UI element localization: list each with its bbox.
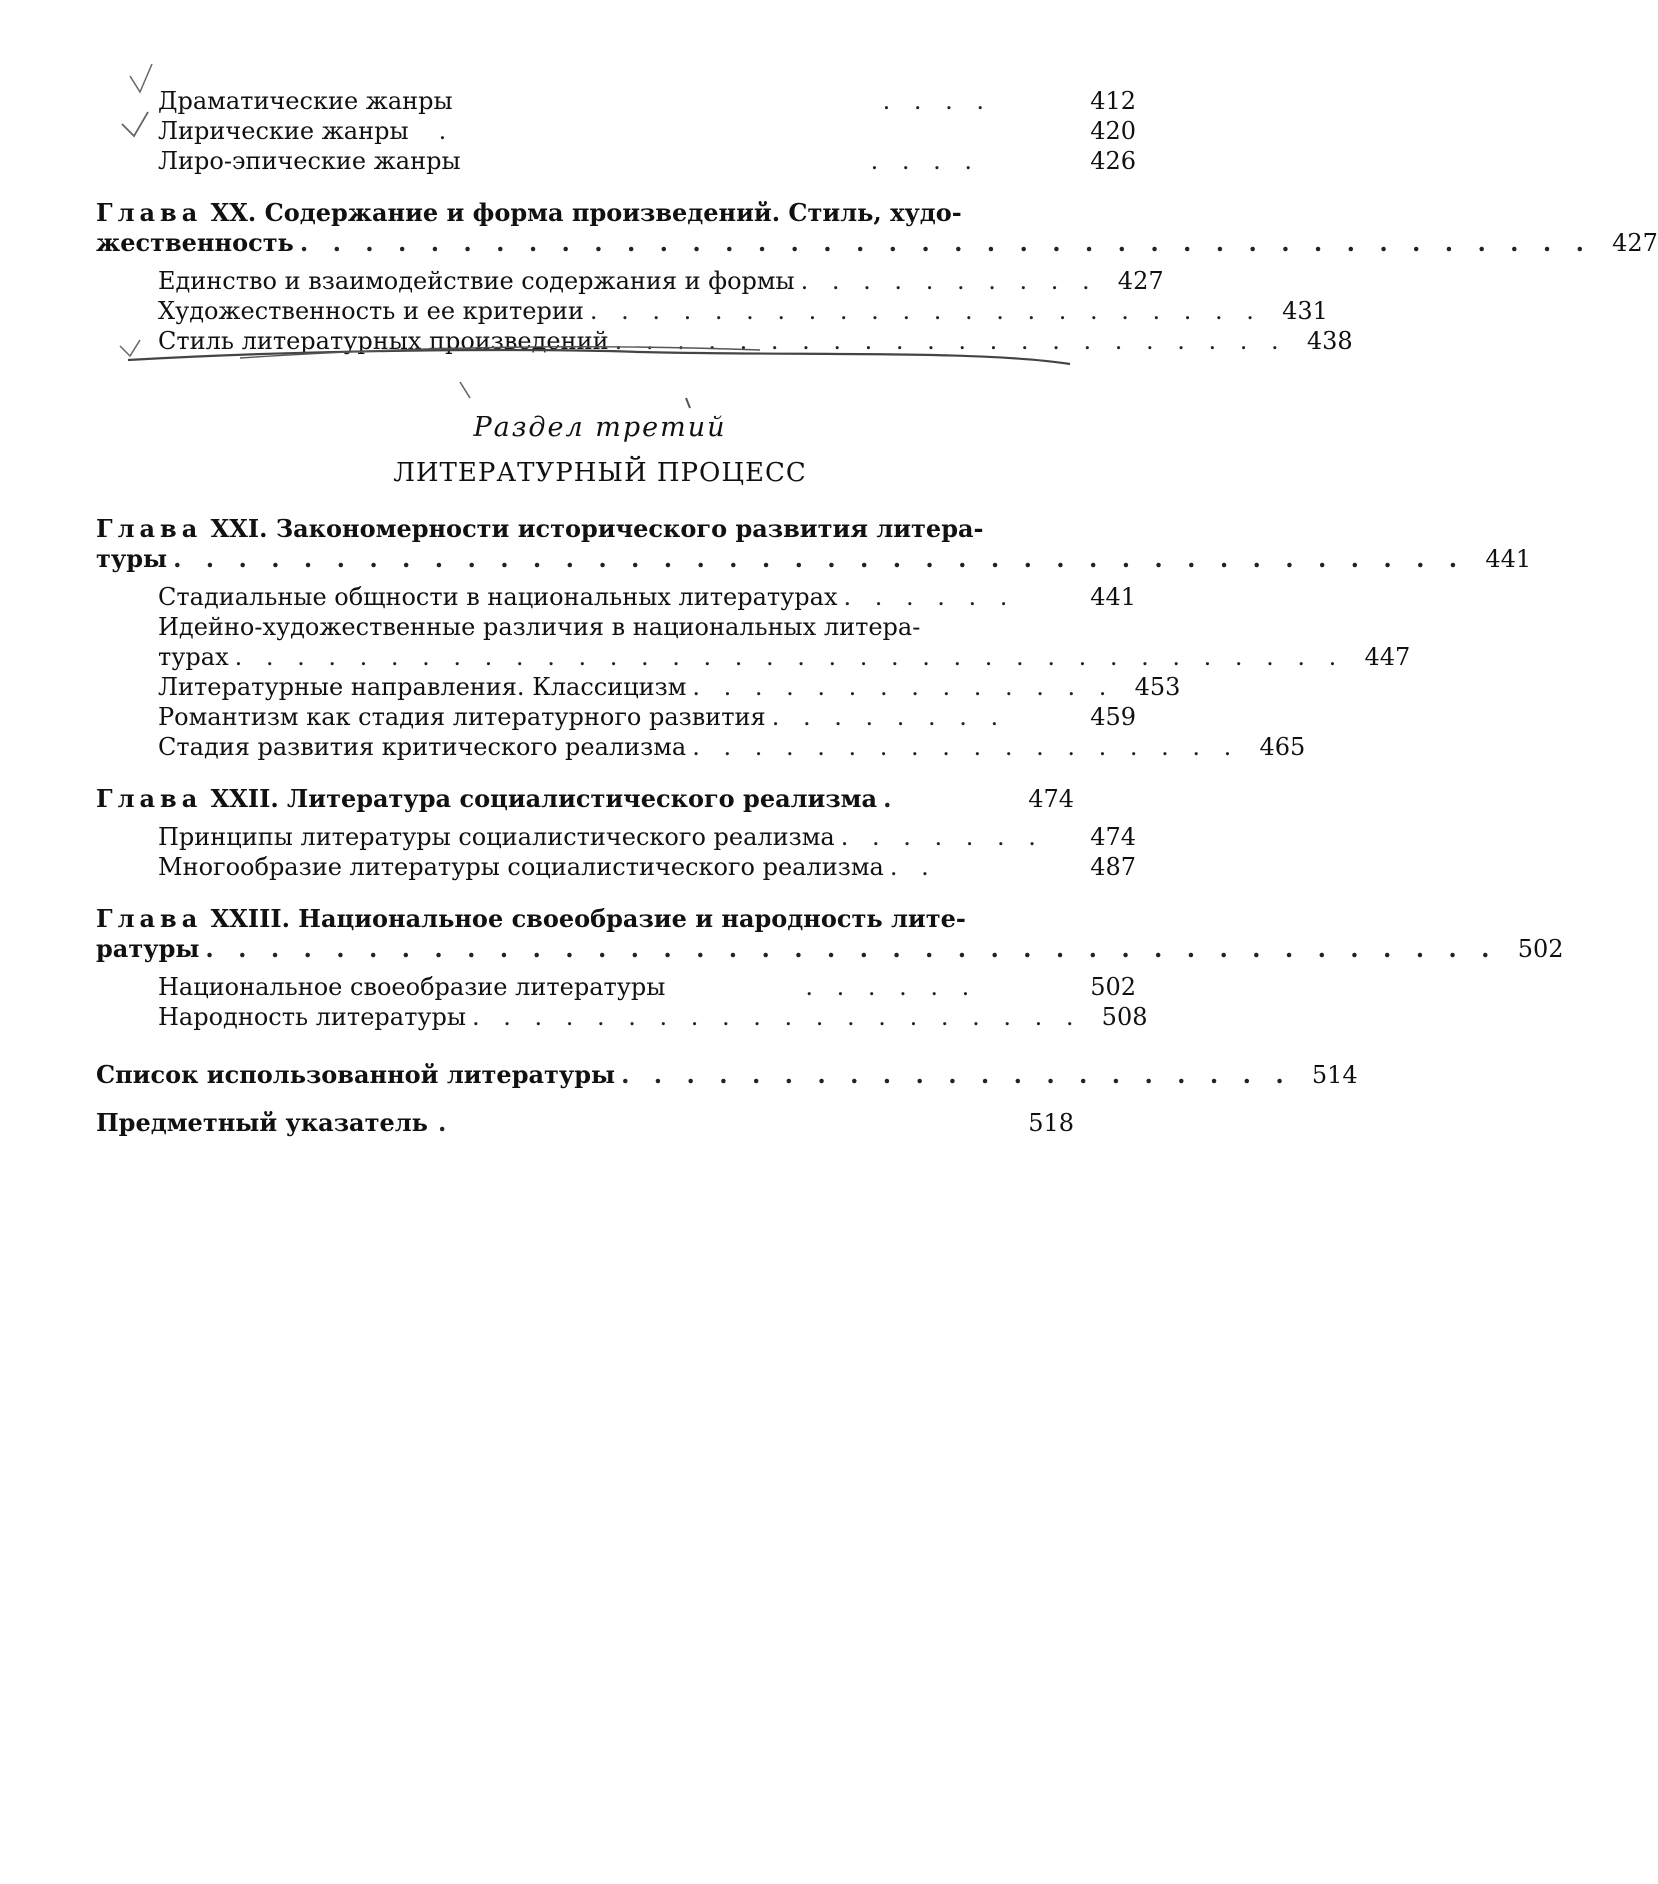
chapter-title-line — [96, 932, 1564, 966]
toc-backmatter — [96, 1058, 1358, 1092]
chapter-prefix: Глава — [96, 904, 203, 933]
section-label: Раздел третий — [473, 412, 727, 443]
chapter-page: 427 — [1612, 229, 1658, 257]
toc-entry — [96, 84, 1136, 118]
toc-entry — [96, 640, 1411, 674]
pencil-tick-icon — [460, 382, 470, 398]
toc-entry — [96, 730, 1306, 764]
leader-dots: . . . . . . . . . . . . . . — [692, 673, 1115, 701]
entry-page: 431 — [1282, 297, 1328, 325]
chapter-title-cont: жественность — [96, 228, 294, 257]
leader-dots: . . . . . . . . . . . . . . . . . . . . . — [621, 1060, 1292, 1089]
leader-dots: . . . . . . . . . . . . . . . . . . . . . . . . . . . . . . . . . . . . . . . . — [299, 228, 1592, 257]
entry-label: Лирические жанры — [158, 117, 409, 145]
chapter-prefix: Глава — [96, 514, 203, 543]
leader-dots: . . . . . . . . . . . . . . . . . . — [692, 733, 1240, 761]
entry-page: 459 — [1090, 703, 1136, 731]
chapter-title: XXI. Закономерности исторического развития литера- — [210, 514, 984, 543]
entry-page: 487 — [1090, 853, 1136, 881]
leader-dots: . . . . . . . . . . . . . . . . . . . . . . . . . . . . . . . . . . . . . . . . — [205, 934, 1498, 963]
entry-label: Драматические жанры — [158, 87, 453, 115]
entry-page: 412 — [1090, 87, 1136, 115]
leader-dots: . . . . . . . . . . . . . . . . . . . . . . — [614, 327, 1287, 355]
leader-dots: . . . . . . . . . . . . . . . . . . . . . . . . . . . . . . . . . . . . . . . . — [173, 544, 1466, 573]
leader-dots: . . . . — [882, 87, 993, 115]
entry-label: Литературные направления. Классицизм — [158, 673, 687, 701]
leader-dots: . . . . . . — [805, 973, 978, 1001]
entry-label: Стадия развития критического реализма — [158, 733, 687, 761]
leader-dots: . — [883, 784, 900, 813]
chapter-title-line — [96, 542, 1532, 576]
toc-entry — [96, 114, 1136, 148]
entry-page: 502 — [1090, 973, 1136, 1001]
toc-entry — [96, 700, 1136, 734]
chapter-title-line — [96, 512, 1074, 546]
chapter-page: 441 — [1485, 545, 1532, 573]
leader-dots: . . . . . . . . . . . . . . . . . . . . . . . . . . . . . . . . . . . . — [234, 643, 1345, 671]
entry-page: 465 — [1259, 733, 1306, 761]
leader-dots: . . . . . . . . . . . . . . . . . . . . — [471, 1003, 1082, 1031]
chapter-title-line — [96, 226, 1658, 260]
leader-dots: . . . . — [870, 147, 980, 175]
toc-entry — [96, 144, 1136, 178]
chapter-prefix: Глава — [96, 784, 203, 813]
leader-dots: . . — [889, 853, 937, 881]
entry-page: 426 — [1090, 147, 1136, 175]
chapter-title: XXIII. Национальное своеобразие и народность лите- — [210, 904, 966, 933]
backmatter-label: Список использованной литературы — [96, 1060, 616, 1089]
toc-entry — [96, 850, 1136, 884]
chapter-page: 474 — [1028, 785, 1074, 813]
leader-dots: . . . . . . . . . . — [800, 267, 1098, 295]
chapter-title-line — [96, 902, 1074, 936]
backmatter-page: 518 — [1028, 1109, 1074, 1137]
entry-page: 447 — [1364, 643, 1411, 671]
entry-label: Единство и взаимодействие содержания и формы — [158, 267, 795, 295]
entry-label: Многообразие литературы социалистического реализма — [158, 853, 884, 881]
toc-entry — [96, 294, 1328, 328]
entry-page: 453 — [1134, 673, 1181, 701]
toc-entry — [96, 264, 1164, 298]
entry-label: Народность литературы — [158, 1003, 466, 1031]
leader-dots: . . . . . . — [843, 583, 1016, 611]
entry-label: турах — [158, 643, 229, 671]
entry-label: Стиль литературных произведений — [158, 327, 609, 355]
entry-label: Романтизм как стадия литературного развития — [158, 703, 766, 731]
chapter-title: XXII. Литература социалистического реализма — [210, 784, 878, 813]
toc-entry — [96, 580, 1136, 614]
chapter-title-cont: ратуры — [96, 934, 200, 963]
entry-label: Принципы литературы социалистического реализма — [158, 823, 835, 851]
toc-entry — [96, 610, 1136, 644]
entry-label: Лиро-эпические жанры — [158, 147, 461, 175]
toc-entry — [96, 324, 1353, 358]
chapter-title: XX. Содержание и форма произведений. Стиль, худо- — [210, 198, 962, 227]
entry-page: 508 — [1101, 1003, 1148, 1031]
toc-entry — [96, 670, 1181, 704]
toc-entry — [96, 970, 1136, 1004]
entry-label-line1: Идейно-художественные различия в национальных литера- — [158, 613, 921, 641]
entry-page: 427 — [1117, 267, 1164, 295]
pencil-tick-icon — [686, 398, 690, 408]
toc-entry — [96, 820, 1136, 854]
entry-page: 441 — [1090, 583, 1136, 611]
backmatter-label: Предметный указатель — [96, 1108, 428, 1137]
chapter-title-line — [96, 782, 1074, 816]
entry-label: Национальное своеобразие литературы — [158, 973, 666, 1001]
leader-dots: . . . . . . . . . . . . . . . . . . . . . . — [589, 297, 1262, 325]
leader-dots: . . . . . . . . — [771, 703, 1007, 731]
chapter-title-line — [96, 196, 1074, 230]
section-title: ЛИТЕРАТУРНЫЙ ПРОЦЕСС — [393, 458, 807, 488]
toc-entry — [96, 1000, 1148, 1034]
toc-backmatter — [96, 1106, 1074, 1140]
chapter-title-cont: туры — [96, 544, 168, 573]
entry-page: 438 — [1306, 327, 1353, 355]
backmatter-page: 514 — [1311, 1061, 1358, 1089]
entry-label: Художественность и ее критерии — [158, 297, 584, 325]
entry-page: 420 — [1090, 117, 1136, 145]
leader-dots: . — [437, 1108, 455, 1137]
entry-page: 474 — [1090, 823, 1136, 851]
entry-label: Стадиальные общности в национальных литературах — [158, 583, 838, 611]
leader-dots: . — [438, 117, 455, 145]
chapter-heading — [96, 782, 877, 816]
chapter-prefix: Глава — [96, 198, 203, 227]
leader-dots: . . . . . . . — [840, 823, 1044, 851]
chapter-page: 502 — [1517, 935, 1564, 963]
